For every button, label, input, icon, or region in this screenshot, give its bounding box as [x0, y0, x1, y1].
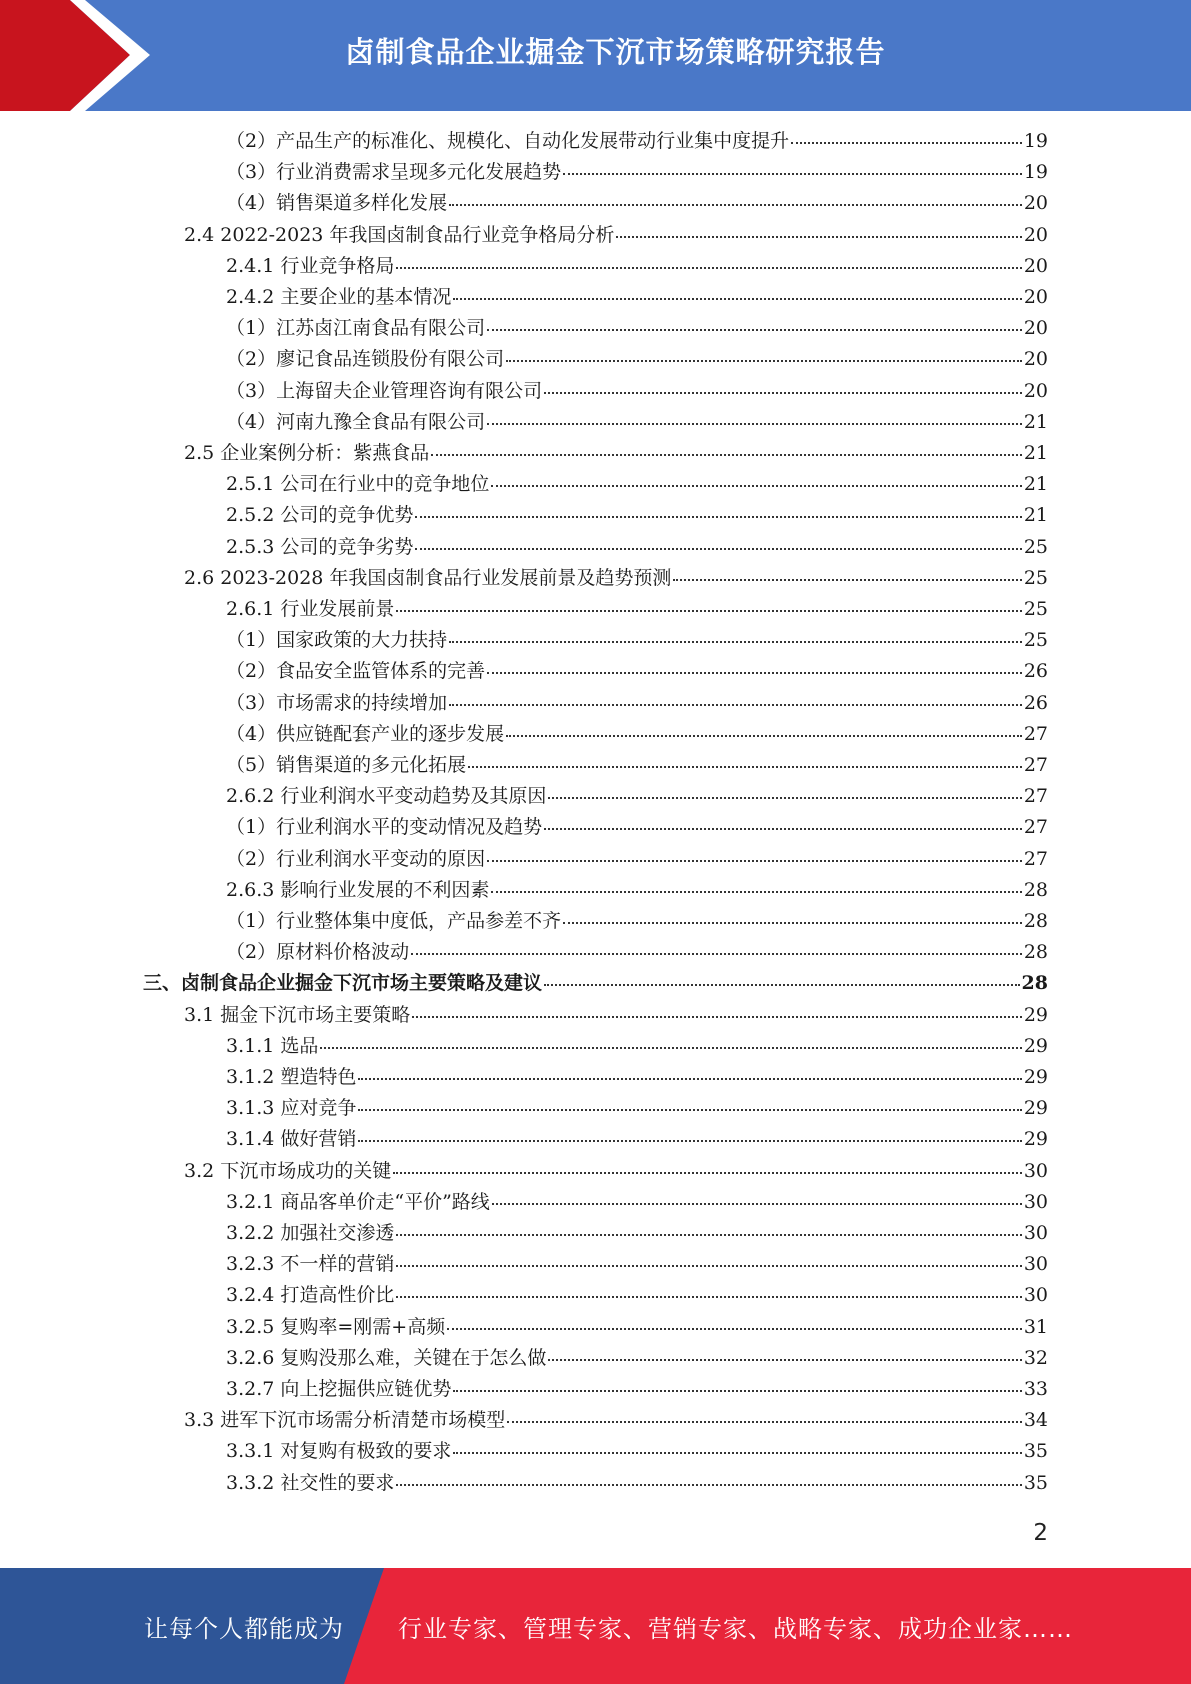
toc-entry[interactable]: [226, 376, 1048, 407]
toc-entry-label: （2）廖记食品连锁股份有限公司: [226, 348, 505, 371]
toc-entry[interactable]: [226, 1218, 1048, 1249]
toc-entry-label: 3.2.5 复购率=刚需+高频: [226, 1315, 446, 1338]
toc-entry-page: 20: [1023, 379, 1048, 402]
toc-entry-label: （2）产品生产的标准化、规模化、自动化发展带动行业集中度提升: [226, 130, 790, 152]
toc-entry-page: 29: [1023, 1097, 1048, 1120]
toc-entry-label: 3.1.2 塑造特色: [226, 1066, 357, 1088]
toc-entry-page: 19: [1023, 161, 1048, 184]
toc-entry-page: 31: [1023, 1315, 1048, 1338]
toc-leader-dots: [415, 516, 1021, 518]
toc-leader-dots: [616, 236, 1021, 238]
toc-leader-dots: [396, 610, 1021, 612]
toc-entry-page: 20: [1023, 317, 1048, 340]
toc-leader-dots: [487, 329, 1022, 331]
toc-entry-label: （2）原材料价格波动: [226, 941, 410, 964]
toc-entry-label: 3.2.6 复购没那么难，关键在于怎么做: [226, 1346, 547, 1369]
toc-entry-label: （1）国家政策的大力扶持: [226, 629, 448, 652]
document-title: 卤制食品企业掘金下沉市场策略研究报告: [345, 34, 886, 69]
toc-entry-label: 3.1.1 选品: [226, 1034, 319, 1057]
toc-leader-dots: [393, 1172, 1022, 1174]
toc-entry-page: 29: [1023, 1066, 1048, 1088]
toc-entry-label: （1）行业利润水平的变动情况及趋势: [226, 816, 543, 839]
toc-entry-label: （4）河南九豫全食品有限公司: [226, 410, 486, 433]
toc-entry-page: 20: [1023, 192, 1048, 215]
toc-entry-page: 29: [1023, 1003, 1048, 1026]
toc-entry[interactable]: [226, 126, 1048, 157]
toc-entry-page: 28: [1021, 972, 1048, 995]
toc-leader-dots: [506, 735, 1022, 737]
toc-entry[interactable]: [226, 1468, 1048, 1499]
toc-entry[interactable]: [226, 594, 1048, 625]
toc-entry-label: 2.5 企业案例分析：紫燕食品: [184, 442, 430, 464]
toc-leader-dots: [453, 1390, 1021, 1392]
toc-entry-page: 20: [1023, 223, 1048, 246]
toc-entry-label: 2.4.2 主要企业的基本情况: [226, 286, 452, 308]
toc-entry-page: 27: [1023, 847, 1048, 870]
footer-slogan-left: 让每个人都能成为: [144, 1614, 344, 1643]
toc-entry-label: 3.2.7 向上挖掘供应链优势: [226, 1378, 452, 1400]
toc-entry[interactable]: [184, 438, 1048, 469]
toc-entry-label: 3.2.2 加强社交渗透: [226, 1222, 395, 1244]
toc-entry[interactable]: [184, 563, 1048, 594]
toc-entry[interactable]: [226, 1187, 1048, 1218]
toc-entry[interactable]: [184, 1156, 1048, 1187]
toc-leader-dots: [396, 1296, 1021, 1298]
toc-entry-label: 3.1.4 做好营销: [226, 1128, 357, 1151]
toc-entry-label: （1）江苏卤江南食品有限公司: [226, 317, 486, 340]
toc-leader-dots: [544, 392, 1022, 394]
toc-entry-label: （4）供应链配套产业的逐步发展: [226, 722, 505, 745]
toc-entry[interactable]: [226, 656, 1048, 687]
toc-leader-dots: [415, 548, 1021, 550]
toc-entry-page: 21: [1023, 410, 1048, 433]
toc-entry-page: 25: [1023, 566, 1048, 589]
toc-entry[interactable]: [226, 1374, 1048, 1405]
toc-entry-page: 20: [1023, 348, 1048, 371]
toc-entry[interactable]: [226, 937, 1048, 968]
toc-entry-page: 26: [1023, 660, 1048, 683]
toc-entry-page: 26: [1023, 691, 1048, 714]
toc-entry-label: （3）上海留夫企业管理咨询有限公司: [226, 379, 543, 402]
toc-entry-label: 3.3.2 社交性的要求: [226, 1471, 395, 1494]
toc-leader-dots: [487, 672, 1022, 674]
toc-entry-label: 2.6.1 行业发展前景: [226, 598, 395, 620]
toc-leader-dots: [453, 1452, 1021, 1454]
toc-entry-label: 3.2.3 不一样的营销: [226, 1253, 395, 1276]
toc-entry-page: 20: [1023, 286, 1048, 308]
toc-leader-dots: [447, 1328, 1022, 1330]
toc-leader-dots: [563, 922, 1022, 924]
toc-entry[interactable]: [226, 251, 1048, 282]
toc-entry-page: 30: [1023, 1159, 1048, 1182]
toc-entry-label: 3.3.1 对复购有极致的要求: [226, 1440, 452, 1463]
toc-entry[interactable]: [143, 968, 1048, 999]
toc-leader-dots: [396, 1484, 1021, 1486]
toc-entry[interactable]: [226, 1436, 1048, 1467]
toc-entry-label: 2.6.3 影响行业发展的不利因素: [226, 878, 490, 901]
toc-entry-label: （2）行业利润水平变动的原因: [226, 847, 486, 870]
page-header: [0, 0, 1191, 111]
toc-leader-dots: [358, 1109, 1021, 1111]
toc-entry[interactable]: [226, 1031, 1048, 1062]
toc-entry-label: 3.1.3 应对竞争: [226, 1097, 357, 1120]
toc-leader-dots: [791, 142, 1022, 144]
toc-leader-dots: [412, 1016, 1022, 1018]
toc-entry-page: 21: [1023, 442, 1048, 464]
toc-entry-page: 27: [1023, 816, 1048, 839]
toc-entry-page: 35: [1023, 1471, 1048, 1494]
toc-entry-page: 30: [1023, 1222, 1048, 1244]
toc-entry[interactable]: [226, 1124, 1048, 1155]
toc-leader-dots: [673, 579, 1021, 581]
toc-entry-page: 34: [1023, 1409, 1048, 1432]
toc-leader-dots: [563, 173, 1022, 175]
toc-entry-label: 三、卤制食品企业掘金下沉市场主要策略及建议: [143, 972, 543, 995]
toc-entry[interactable]: [226, 844, 1048, 875]
toc-entry-label: （4）销售渠道多样化发展: [226, 192, 448, 215]
toc-entry[interactable]: [226, 781, 1048, 812]
toc-entry[interactable]: [226, 532, 1048, 563]
page-number: 2: [1033, 1520, 1048, 1546]
toc-entry-label: 3.1 掘金下沉市场主要策略: [184, 1003, 411, 1026]
toc-entry[interactable]: [226, 313, 1048, 344]
toc-entry-page: 27: [1023, 754, 1048, 776]
toc-leader-dots: [449, 704, 1022, 706]
toc-entry-page: 28: [1023, 941, 1048, 964]
toc-leader-dots: [468, 766, 1022, 768]
toc-entry[interactable]: [226, 188, 1048, 219]
toc-leader-dots: [431, 454, 1022, 456]
toc-entry-label: （1）行业整体集中度低，产品参差不齐: [226, 910, 562, 932]
toc-entry-label: （5）销售渠道的多元化拓展: [226, 754, 467, 776]
toc-leader-dots: [507, 1421, 1022, 1423]
toc-entry[interactable]: [226, 625, 1048, 656]
page-footer: [0, 1568, 1191, 1684]
toc-entry-page: 20: [1023, 254, 1048, 277]
toc-entry-page: 21: [1023, 473, 1048, 496]
toc-entry-label: （3）市场需求的持续增加: [226, 691, 448, 714]
toc-entry[interactable]: [226, 469, 1048, 500]
toc-entry-label: 2.5.2 公司的竞争优势: [226, 504, 414, 527]
toc-leader-dots: [396, 267, 1021, 269]
toc-entry-page: 29: [1023, 1128, 1048, 1151]
toc-entry[interactable]: [226, 875, 1048, 906]
toc-entry[interactable]: [226, 1280, 1048, 1311]
toc-entry-page: 28: [1023, 878, 1048, 901]
toc-entry-page: 33: [1023, 1378, 1048, 1400]
toc-entry[interactable]: [226, 906, 1048, 937]
toc-leader-dots: [358, 1078, 1021, 1080]
toc-leader-dots: [396, 1265, 1021, 1267]
toc-entry-page: 25: [1023, 629, 1048, 652]
toc-entry[interactable]: [184, 220, 1048, 251]
toc-leader-dots: [449, 641, 1022, 643]
toc-leader-dots: [449, 204, 1022, 206]
toc-leader-dots: [491, 485, 1021, 487]
toc-entry-label: 2.5.3 公司的竞争劣势: [226, 535, 414, 558]
toc-entry-label: 3.2.1 商品客单价走“平价”路线: [226, 1190, 490, 1213]
toc-entry-page: 30: [1023, 1284, 1048, 1307]
toc-leader-dots: [396, 1234, 1021, 1236]
toc-entry[interactable]: [226, 344, 1048, 375]
toc-entry[interactable]: [226, 750, 1048, 781]
toc-entry-label: （2）食品安全监管体系的完善: [226, 660, 486, 683]
toc-entry[interactable]: [226, 1062, 1048, 1093]
toc-entry-label: 3.2 下沉市场成功的关键: [184, 1159, 392, 1182]
toc-entry[interactable]: [226, 1343, 1048, 1374]
toc-entry-page: 21: [1023, 504, 1048, 527]
toc-leader-dots: [411, 953, 1022, 955]
toc-leader-dots: [358, 1140, 1021, 1142]
toc-entry[interactable]: [226, 688, 1048, 719]
toc-entry[interactable]: [226, 812, 1048, 843]
toc-leader-dots: [491, 891, 1021, 893]
toc-entry-page: 25: [1023, 535, 1048, 558]
toc-entry-page: 28: [1023, 910, 1048, 932]
toc-entry-page: 29: [1023, 1034, 1048, 1057]
toc-leader-dots: [320, 1047, 1021, 1049]
toc-entry[interactable]: [226, 1093, 1048, 1124]
toc-leader-dots: [548, 797, 1021, 799]
toc-entry[interactable]: [226, 407, 1048, 438]
toc-leader-dots: [506, 360, 1022, 362]
toc-entry-page: 19: [1023, 130, 1048, 152]
toc-entry-label: 3.3 进军下沉市场需分析清楚市场模型: [184, 1409, 506, 1432]
toc-leader-dots: [453, 298, 1021, 300]
toc-leader-dots: [487, 860, 1022, 862]
toc-entry-label: 2.6 2023-2028 年我国卤制食品行业发展前景及趋势预测: [184, 566, 672, 589]
toc-entry-page: 30: [1023, 1190, 1048, 1213]
toc-entry[interactable]: [226, 1312, 1048, 1343]
toc-entry[interactable]: [226, 719, 1048, 750]
toc-entry-page: 30: [1023, 1253, 1048, 1276]
toc-entry[interactable]: [226, 282, 1048, 313]
toc-entry-label: 3.2.4 打造高性价比: [226, 1284, 395, 1307]
toc-entry-page: 32: [1023, 1346, 1048, 1369]
toc-leader-dots: [544, 984, 1020, 986]
toc-entry-label: （3）行业消费需求呈现多元化发展趋势: [226, 161, 562, 184]
toc-entry[interactable]: [226, 1249, 1048, 1280]
toc-leader-dots: [487, 423, 1022, 425]
toc-entry-page: 27: [1023, 722, 1048, 745]
toc-leader-dots: [544, 828, 1022, 830]
toc-entry-page: 25: [1023, 598, 1048, 620]
toc-entry-label: 2.4 2022-2023 年我国卤制食品行业竞争格局分析: [184, 223, 615, 246]
toc-entry-label: 2.4.1 行业竞争格局: [226, 254, 395, 277]
toc-entry-page: 35: [1023, 1440, 1048, 1463]
toc-entry-page: 27: [1023, 785, 1048, 808]
footer-slogan-right: 行业专家、管理专家、营销专家、战略专家、成功企业家……: [398, 1614, 1073, 1643]
toc-entry[interactable]: [184, 1405, 1048, 1436]
toc-leader-dots: [492, 1203, 1022, 1205]
toc-entry[interactable]: [184, 1000, 1048, 1031]
toc-entry-label: 2.5.1 公司在行业中的竞争地位: [226, 473, 490, 496]
toc-entry-label: 2.6.2 行业利润水平变动趋势及其原因: [226, 785, 547, 808]
toc-entry[interactable]: [226, 157, 1048, 188]
toc-leader-dots: [548, 1359, 1021, 1361]
toc-entry[interactable]: [226, 500, 1048, 531]
